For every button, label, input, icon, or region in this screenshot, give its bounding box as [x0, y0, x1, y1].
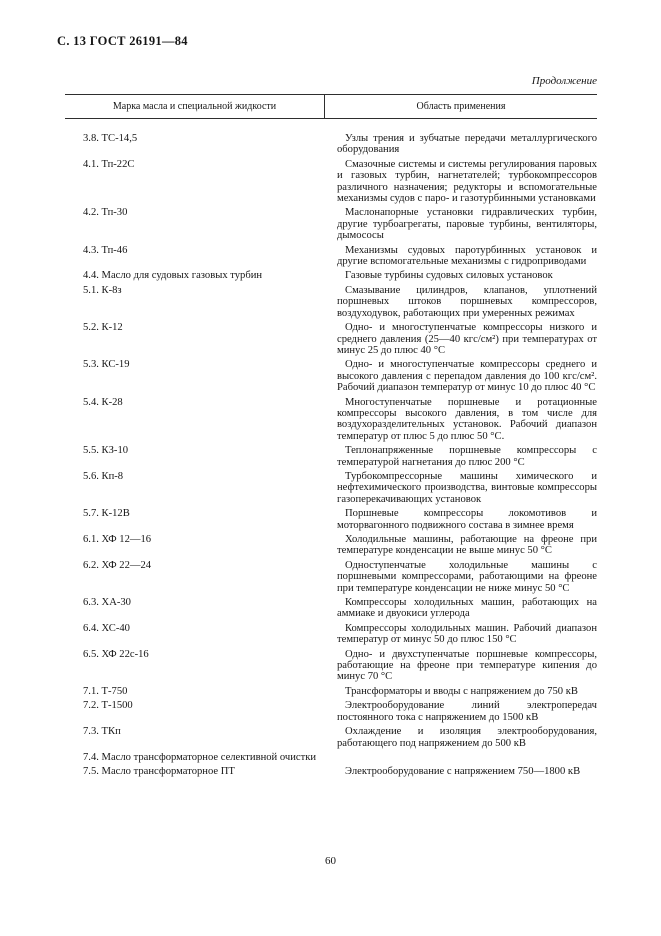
table-header-row [65, 94, 597, 119]
application-area: Компрессоры холодильных машин, работающих на аммиаке и двуокиси углерода [337, 597, 597, 620]
oil-mark: 5.6. Кп-8 [83, 470, 124, 482]
oil-mark: 3.8. ТС-14,5 [83, 133, 138, 144]
oil-mark: 6.2. ХФ 22—24 [83, 559, 152, 571]
application-area: Маслонапорные установки гидравлических турбин, другие турбоагрегаты, паровые турбины, вентиляторы, дымососы [337, 207, 597, 242]
application-area: Одноступенчатые холодильные машины с поршневыми компрессорами, работающими на фреоне при температуре конденсации не ниже минус 50 °С [337, 559, 597, 594]
application-area: Одно- и многоступенчатые компрессоры среднего и высокого давления с перепадом давления до 100 кгс/см². Рабочий диапазон температур от минус 10 до плюс 40 °С [337, 359, 597, 394]
table-row [65, 397, 597, 443]
oil-mark: 7.1. Т-750 [83, 685, 128, 697]
application-area: Трансформаторы и вводы с напряжением до 750 кВ [345, 685, 578, 697]
oil-mark: 5.5. КЗ-10 [83, 445, 129, 457]
table-row [65, 270, 597, 281]
document-header: С. 13 ГОСТ 26191—84 [57, 34, 188, 48]
oil-mark: 5.2. К-12 [83, 322, 123, 334]
application-area: Смазывание цилиндров, клапанов, уплотнений поршневых штоков поршневых компрессоров, воздуходувок, работающих при умеренных режимах [337, 284, 597, 319]
oil-mark: 5.7. К-12В [83, 508, 130, 520]
oil-mark: 6.5. ХФ 22с-16 [83, 648, 149, 660]
table-row [65, 686, 597, 697]
table-row [65, 766, 597, 777]
oil-mark: 4.2. Тп-30 [83, 207, 128, 219]
application-area: Газовые турбины судовых силовых установок [345, 270, 553, 282]
oil-mark: 7.3. ТКп [83, 726, 121, 738]
application-area: Компрессоры холодильных машин. Рабочий диапазон температур от минус 50 до плюс 150 °С [337, 622, 597, 646]
application-area: Электрооборудование линий электропередач постоянного тока с напряжением до 1500 кВ [337, 700, 597, 723]
table-row [65, 623, 597, 646]
oil-mark: 6.1. ХФ 12—16 [83, 534, 152, 545]
column-header-application: Область применения [416, 101, 506, 112]
table-row [65, 471, 597, 505]
table-row [65, 597, 597, 620]
table-row [65, 322, 597, 356]
table-row [65, 508, 597, 531]
oil-mark: 4.1. Тп-22С [83, 158, 135, 170]
application-area: Турбокомпрессорные машины химического и нефтехимического производства, винтовые компрессоры газоперекачивающих установок [337, 470, 597, 505]
application-area: Холодильные машины, работающие на фреоне при температуре конденсации не выше минус 50 °С [337, 534, 597, 557]
oils-table [65, 94, 597, 781]
application-area: Поршневые компрессоры локомотивов и моторвагонного подвижного состава в зимнее время [337, 508, 597, 531]
oil-mark: 5.4. К-28 [83, 396, 123, 408]
oil-mark: 7.5. Масло трансформаторное ПТ [83, 766, 235, 778]
table-row [65, 534, 597, 557]
table-row [65, 726, 597, 749]
table-row [65, 649, 597, 683]
oil-mark: 6.3. ХА-30 [83, 597, 131, 609]
table-row [65, 133, 597, 156]
table-row [65, 159, 597, 205]
application-area: Многоступенчатые поршневые и ротационные компрессоры высокого давления, в том числе для воздухоразделительных установок. Рабочий диапазон температур от плюс 5 до плюс 50 °С. [337, 396, 597, 442]
oil-mark: 5.3. КС-19 [83, 359, 130, 371]
table-row [65, 700, 597, 723]
table-row [65, 359, 597, 393]
oil-mark: 4.4. Масло для судовых газовых турбин [83, 270, 263, 282]
column-header-mark: Марка масла и специальной жидкости [65, 95, 325, 118]
table-row [65, 245, 597, 268]
oil-mark: 5.1. К-8з [83, 284, 122, 296]
table-row [65, 560, 597, 594]
oil-mark: 4.3. Тп-46 [83, 244, 128, 256]
table-row [65, 285, 597, 319]
application-area: Электрооборудование с напряжением 750—1800 кВ [345, 766, 581, 778]
table-row [65, 752, 597, 763]
application-area: Смазочные системы и системы регулирования паровых и газовых турбин, нагнетателей; турбокомпрессоров различного назначения; редукторы и вспомогательные механизмы судов с паро- и газотурбинными установками [337, 158, 597, 205]
application-area: Узлы трения и зубчатые передачи металлургического оборудования [337, 133, 597, 156]
table-body [65, 119, 597, 778]
oil-mark: 7.4. Масло трансформаторное селективной очистки [83, 751, 317, 763]
oil-mark: 7.2. Т-1500 [83, 700, 133, 712]
table-row [65, 445, 597, 468]
application-area: Охлаждение и изоляция электрооборудования, работающего под напряжением до 500 кВ [337, 726, 597, 749]
continuation-label: Продолжение [531, 75, 597, 87]
application-area: Механизмы судовых паротурбинных установок и другие вспомогательные механизмы с гидроприводами [337, 244, 597, 268]
page-number: 60 [325, 855, 336, 867]
application-area: Одно- и многоступенчатые компрессоры низкого и среднего давления (25—40 кгс/см²) при температурах от минус 25 до плюс 40 °С [337, 322, 597, 356]
application-area: Одно- и двухступенчатые поршневые компрессоры, работающие на фреоне при температуре кипения до минус 70 °С [337, 648, 597, 683]
table-row [65, 207, 597, 241]
application-area: Теплонапряженные поршневые компрессоры с температурой нагнетания до плюс 200 °С [337, 445, 597, 468]
oil-mark: 6.4. ХС-40 [83, 622, 130, 634]
application-area [325, 752, 597, 763]
